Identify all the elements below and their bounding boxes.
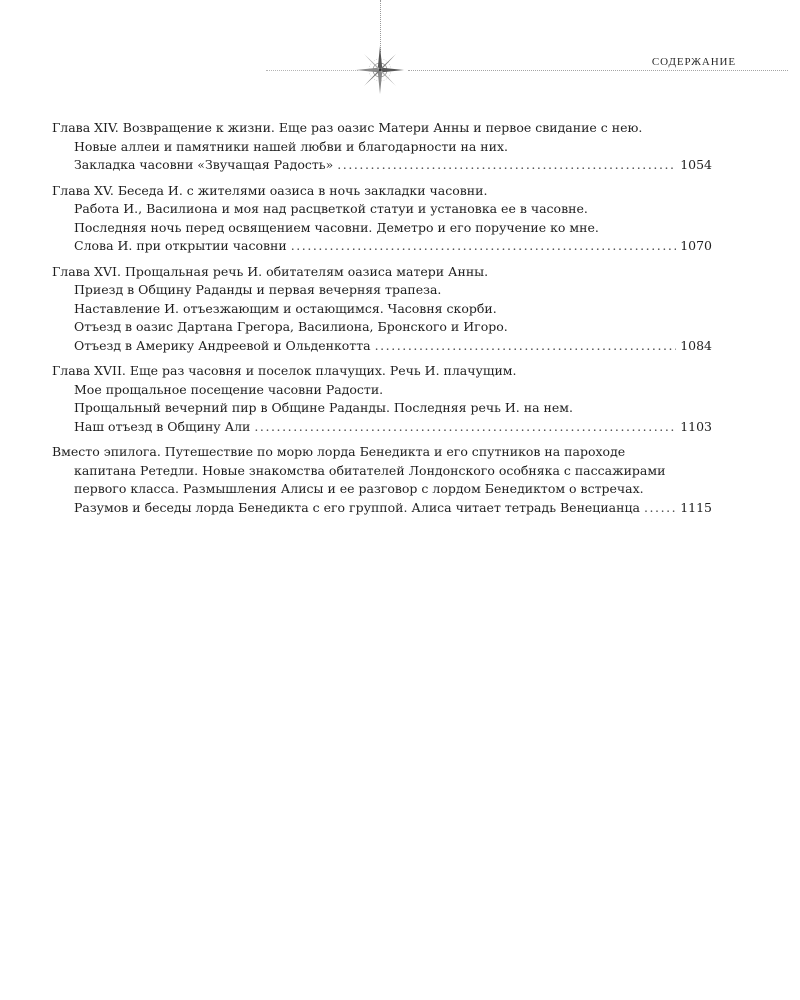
decorative-rule-left [266, 70, 358, 71]
toc-entry-title: Глава XV. Беседа И. с жителями оазиса в ночь закладки часовни. [52, 182, 488, 198]
toc-entry-chapter-17 [52, 362, 712, 436]
decorative-rule-right [408, 70, 788, 71]
toc-entry-title: Глава XVII. Еще раз часовня и поселок плачущих. Речь И. плачущим. [52, 363, 517, 378]
toc-entry-line: Отъезд в оазис Дартана Грегора, Василиона, Бронского и Игоро. [74, 319, 508, 334]
toc-entry-title: Глава XIV. Возвращение к жизни. Еще раз оазис Матери Анны и первое свидание с нею. [52, 120, 643, 135]
compass-rose-icon [355, 45, 405, 95]
toc-entry-line: Наш отъезд в Общину Али [74, 418, 251, 434]
toc-entry-line: Прощальный вечерний пир в Общине Раданды. Последняя речь И. на нем. [74, 400, 573, 415]
toc-entry-line: Разумов и беседы лорда Бенедикта с его группой. Алиса читает тетрадь Венецианца [74, 499, 640, 515]
toc-entry-title: Глава XVI. Прощальная речь И. обитателям оазиса матери Анны. [52, 263, 489, 279]
toc-entry-line: Мое прощальное посещение часовни Радости. [74, 381, 384, 397]
dot-leader [337, 156, 676, 175]
toc-entry-last-line[interactable] [52, 499, 712, 518]
dot-leader [644, 499, 676, 518]
toc-entry-chapter-16 [52, 263, 712, 356]
page-number: 1084 [680, 337, 712, 353]
page-number: 1054 [680, 157, 712, 172]
page-number: 1103 [680, 418, 712, 434]
toc-entry-last-line[interactable] [52, 237, 712, 256]
toc-entry-line: Закладка часовни «Звучащая Радость» [74, 157, 334, 172]
toc-entry-epilogue [52, 443, 712, 517]
page-number: 1070 [680, 238, 712, 253]
toc-entry-line: первого класса. Размышления Алисы и ее разговор с лордом Бенедиктом о встречах. [74, 481, 644, 496]
dot-leader [291, 237, 677, 256]
toc-entry-line: Приезд в Общину Раданды и первая вечерняя трапеза. [74, 282, 442, 297]
page-header [0, 0, 800, 100]
toc-entry-line: Последняя ночь перед освящением часовни. Деметро и его поручение ко мне. [74, 219, 599, 235]
toc-entry-line: Новые аллеи и памятники нашей любви и благодарности на них. [74, 138, 508, 154]
section-title: СОДЕРЖАНИЕ [651, 56, 736, 68]
toc-entry-last-line[interactable] [52, 156, 712, 175]
toc-entry-last-line[interactable] [52, 337, 712, 356]
toc-entry-line: капитана Ретедли. Новые знакомства обитателей Лондонского особняка с пассажирами [74, 462, 666, 478]
table-of-contents [52, 119, 712, 524]
dot-leader [375, 337, 677, 356]
toc-entry-chapter-15 [52, 182, 712, 256]
toc-entry-line: Работа И., Василиона и моя над расцветкой статуи и установка ее в часовне. [74, 201, 588, 216]
toc-entry-title: Вместо эпилога. Путешествие по морю лорда Бенедикта и его спутников на пароходе [52, 444, 626, 459]
toc-entry-last-line[interactable] [52, 418, 712, 437]
toc-entry-line: Отъезд в Америку Андреевой и Ольденкотта [74, 337, 371, 353]
toc-entry-line: Наставление И. отъезжающим и остающимся. Часовня скорби. [74, 300, 497, 316]
dot-leader [254, 418, 676, 437]
page-number: 1115 [680, 499, 712, 515]
toc-entry-chapter-14 [52, 119, 712, 175]
toc-entry-line: Слова И. при открытии часовни [74, 238, 287, 253]
